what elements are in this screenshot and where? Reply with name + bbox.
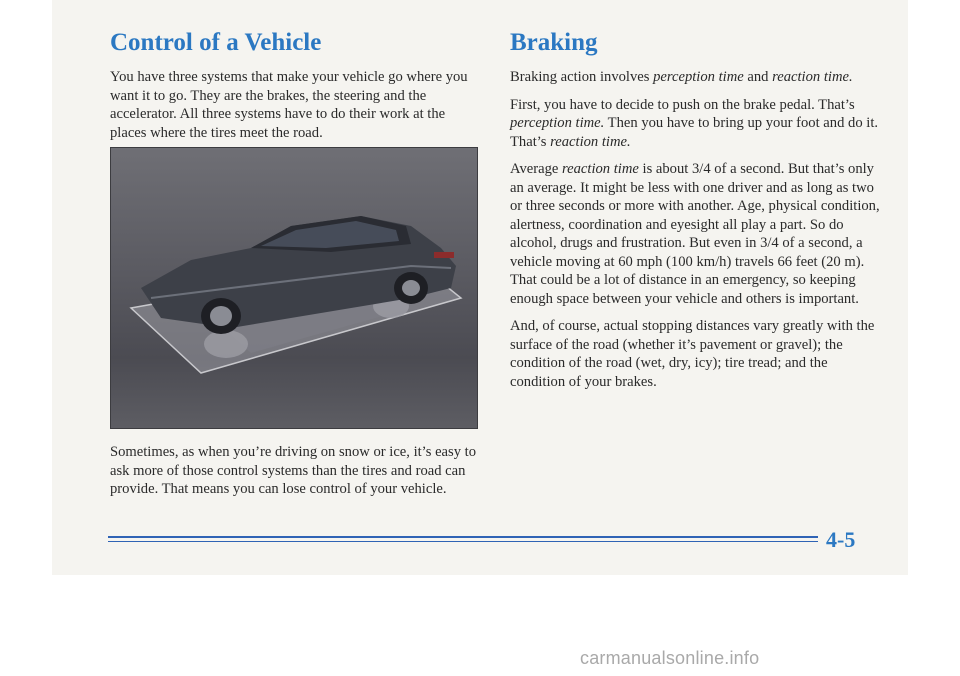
perception-time-term: perception time <box>653 69 744 85</box>
page-number: 4-5 <box>826 527 856 552</box>
braking-p2-text: First, you have to decide to push on the brake pedal. That’s <box>510 96 855 113</box>
braking-paragraph-3 <box>510 160 880 308</box>
braking-p3-rest: is about 3/4 of a second. But that’s only an average. It might be less with one driver and as long as two or three seconds or more with another. Age, physical condition, alertness, coordination and eyesight all play a part. So do alcohol, drugs and frustration. But even in 3/4 of a second, a vehicle moving at 60 mph (100 km/h) travels 66 feet (20 m). That could be a lot of distance in an emergency, so keeping enough space between your vehicle and others is important. <box>510 161 880 307</box>
left-column <box>110 28 485 151</box>
watermark-text: carmanualsonline.info <box>580 648 760 668</box>
reaction-time-term: reaction time. <box>772 69 853 85</box>
car-illustration <box>111 148 477 428</box>
braking-p2-mid: Then you have to bring up your foot and do it. That’s <box>510 115 879 150</box>
perception-time-term-2: perception time. <box>510 115 605 131</box>
braking-p1-mid: and <box>743 69 773 85</box>
right-column <box>510 28 880 400</box>
reaction-time-term-2: reaction time. <box>550 133 631 150</box>
braking-paragraph-2 <box>510 96 880 152</box>
car-on-road-photo <box>110 147 478 429</box>
braking-paragraph-1 <box>510 68 880 87</box>
braking-heading: Braking <box>510 29 598 56</box>
left-bottom-column <box>110 443 485 499</box>
control-loss-paragraph: Sometimes, as when you’re driving on snow or ice, it’s easy to ask more of those control systems than the tires and road can provide. That means you can lose control of your vehicle. <box>110 444 476 497</box>
footer-rule-thick <box>108 536 818 538</box>
braking-paragraph-4: And, of course, actual stopping distances vary greatly with the surface of the road (whether it’s pavement or gravel); the condition of the road (wet, dry, icy); tire tread; and the condition of your brakes. <box>510 318 875 390</box>
reaction-time-term-3: reaction time <box>562 161 639 177</box>
footer-rule-thin <box>108 541 818 542</box>
control-intro-paragraph: You have three systems that make your vehicle go where you want it to go. They are the brakes, the steering and the accelerator. All three systems have to do their work at the places where the tires meet the road. <box>110 69 468 141</box>
braking-p3-text: Average <box>510 161 562 177</box>
braking-p1-text: Braking action involves <box>510 69 654 85</box>
control-of-vehicle-heading: Control of a Vehicle <box>110 29 322 56</box>
